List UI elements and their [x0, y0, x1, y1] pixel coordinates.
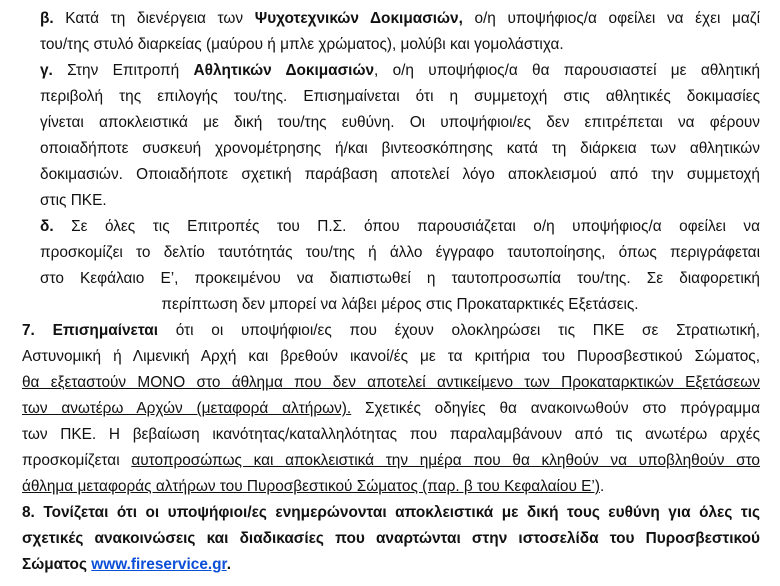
para7-line-1: 7. Επισημαίνεται ότι οι υποψήφιοι/ες που έχουν ολοκληρώσει τις ΠΚΕ σε Στρατιωτική,: [22, 322, 760, 339]
item-gamma-line-5: δοκιμασιών. Οποιαδήποτε σχετική παράβαση αποτελεί λόγο αποκλεισμού από την συμμετοχή: [40, 166, 760, 183]
para8-line-3: Σώματος www.fireservice.gr.: [22, 556, 231, 573]
para8-line-2: σχετικές ανακοινώσεις και διαδικασίες που αναρτώνται στην ιστοσελίδα του Πυροσβεστικού: [22, 530, 760, 547]
item-gamma-line-6: στις ΠΚΕ.: [40, 192, 107, 209]
item-beta-line-2: του/της στυλό διαρκείας (μαύρου ή μπλε χρώματος), μολύβι και γομολάστιχα.: [40, 36, 564, 53]
item-gamma-line-2: περιβολή της επιλογής του/της. Επισημαίνεται ότι η συμμετοχή στις αθλητικές δοκιμασίες: [40, 88, 760, 105]
item-gamma-marker: γ.: [40, 62, 53, 79]
item-delta-line-2: προσκομίζει το δελτίο ταυτότητάς του/της ή άλλο έγγραφο ταυτοποίησης, όπως περιγράφεται: [40, 244, 760, 261]
item-beta-marker: β.: [40, 10, 54, 27]
item-gamma-line-3: γίνεται αποκλειστικά με δική του/της ευθύνη. Οι υποψήφιοι/ες δεν επιτρέπεται να φέρουν: [40, 114, 760, 131]
item-beta-line-1: β. Κατά τη διενέργεια των Ψυχοτεχνικών Δοκιμασιών, ο/η υποψήφιος/α οφείλει να έχει μαζί: [40, 10, 760, 27]
para7-line-3: θα εξεταστούν ΜΟΝΟ στο άθλημα που δεν αποτελεί αντικείμενο των Προκαταρκτικών Εξετάσεων: [22, 374, 760, 391]
item-delta-line-3: στο Κεφάλαιο Ε’, προκειμένου να διαπιστωθεί η ταυτοπροσωπία του/της. Σε διαφορετική: [40, 270, 760, 287]
para7-emphasis: Επισημαίνεται: [52, 322, 159, 339]
item-delta-marker: δ.: [40, 218, 54, 235]
item-gamma-line-4: οποιαδήποτε συσκευή χρονομέτρησης ή/και βιντεοσκόπησης κατά τη διάρκεια των αθλητικών: [40, 140, 760, 157]
psychotechnical-tests-term: Ψυχοτεχνικών Δοκιμασιών,: [254, 10, 463, 27]
item-gamma-line-1: γ. Στην Επιτροπή Αθλητικών Δοκιμασιών, ο/η υποψήφιος/α θα παρουσιαστεί με αθλητική: [40, 62, 761, 79]
item-delta-line-1: δ. Σε όλες τις Επιτροπές του Π.Σ. όπου παρουσιάζεται ο/η υποψήφιος/α οφείλει να: [40, 218, 760, 235]
para7-line-4: των ανωτέρω Αρχών (μεταφορά αλτήρων). Σχετικές οδηγίες θα ανακοινωθούν στο πρόγραμμα: [22, 400, 760, 417]
fireservice-link[interactable]: www.fireservice.gr: [91, 556, 227, 573]
para7-line-6: προσκομίζεται αυτοπροσώπως και αποκλειστικά την ημέρα που θα κληθούν να υποβληθούν στο: [22, 452, 760, 469]
item-delta-line-4: περίπτωση δεν μπορεί να λάβει μέρος στις Προκαταρκτικές Εξετάσεις.: [161, 296, 639, 313]
para7-line-2: Αστυνομική ή Λιμενική Αρχή και βρεθούν ικανοί/ές με τα κριτήρια του Πυροσβεστικού Σώματος,: [22, 348, 760, 365]
para8-line-1: 8. Τονίζεται ότι οι υποψήφιοι/ες ενημερώνονται αποκλειστικά με δική τους ευθύνη για όλες τις: [22, 504, 760, 521]
para7-marker: 7.: [22, 322, 35, 339]
para7-line-5: των ΠΚΕ. Η βεβαίωση ικανότητας/καταλληλότητας που παραλαμβάνουν από τις ανωτέρω αρχές: [22, 426, 760, 443]
athletic-tests-term: Αθλητικών Δοκιμασιών: [193, 62, 375, 79]
para7-line-7: άθλημα μεταφοράς αλτήρων του Πυροσβεστικού Σώματος (παρ. β του Κεφαλαίου Ε’).: [22, 478, 605, 495]
